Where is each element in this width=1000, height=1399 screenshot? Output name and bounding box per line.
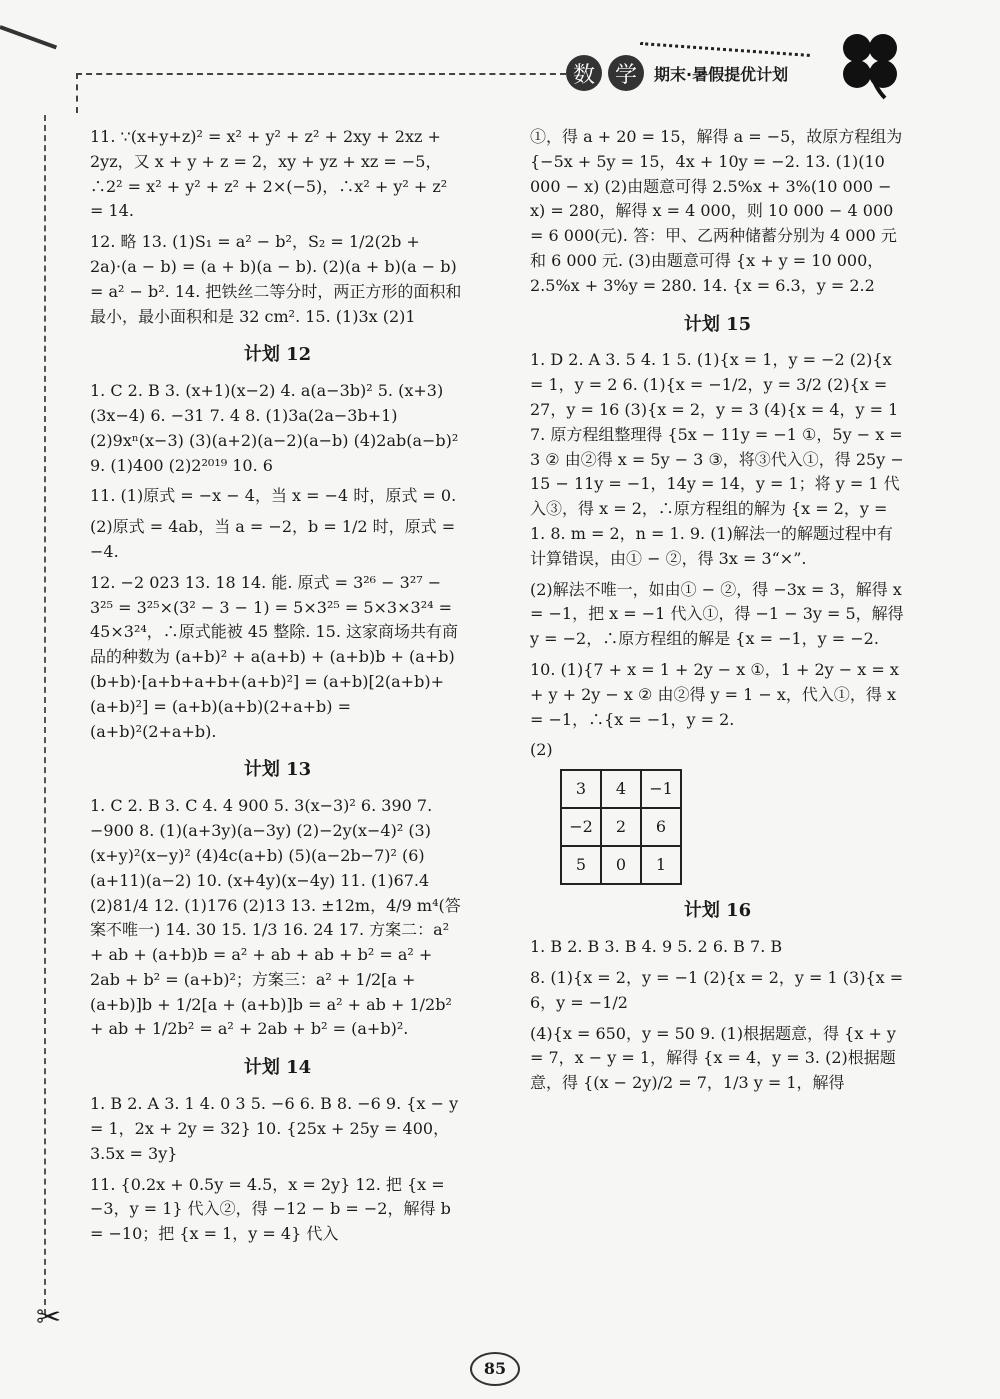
grid-cell: 2: [601, 808, 641, 846]
sub-label: (2): [530, 740, 553, 760]
section-heading: 计划 14: [243, 1057, 312, 1079]
left-column: [90, 125, 465, 1253]
answer-paragraph: 1. C 2. B 3. (x+1)(x−2) 4. a(a−3b)² 5. (x+3)(3x−4) 6. −31 7. 4 8. (1)3a(2a−3b+1) (2)9xⁿ(x−3) (3)(a+2)(a−2)(a−b) (4)2ab(a−b)² 9. (1)400 (2)2²⁰¹⁹ 10. 6: [90, 381, 459, 475]
answer-paragraph: 8. (1){x = 2，y = −1 (2){x = 2，y = 1 (3){x = 6，y = −1/2: [530, 967, 904, 1012]
number-grid: [560, 769, 682, 885]
grid-cell: 3: [561, 770, 601, 808]
section-heading: 计划 13: [243, 759, 312, 781]
page-number: 85: [470, 1352, 520, 1386]
subject-char-1: 数: [566, 55, 602, 91]
grid-cell: 4: [601, 770, 641, 808]
clover-icon: [835, 30, 905, 100]
answer-paragraph: ①，得 a + 20 = 15，解得 a = −5，故原方程组为 {−5x + 5y = 15，4x + 10y = −2. 13. (1)(10 000 − x) (2)由题意可得 2.5%x + 3%(10 000 − x) = 280，解得 x = 4 000，则 10 000 − 4 000 = 6 000(元). 答：甲、乙两种储蓄分别为 4 000 元和 6 000 元. (3)由题意可得 {x + y = 10 000，2.5%x + 3%y = 280. 14. {x = 6.3，y = 2.2: [530, 127, 903, 295]
grid-cell: 5: [561, 846, 601, 884]
section-heading: 计划 16: [683, 900, 752, 922]
header-dashed-line: [76, 73, 566, 75]
right-column: [530, 125, 905, 1102]
answer-paragraph: 12. 略 13. (1)S₁ = a² − b²，S₂ = 1/2(2b + 2a)·(a − b) = (a + b)(a − b). (2)(a + b)(a − b) = a² − b². 14. 把铁丝二等分时，两正方形的面积和最小，最小面积和是 32 cm². 15. (1)3x (2)1: [90, 232, 462, 326]
grid-cell: −1: [641, 770, 681, 808]
grid-row: [561, 770, 681, 808]
answer-paragraph: (2)解法不唯一，如由① − ②，得 −3x = 3，解得 x = −1，把 x = −1 代入①，得 −1 − 3y = 5，解得 y = −2，∴原方程组的解是 {x = −1，y = −2.: [530, 579, 904, 649]
answer-paragraph: 11. (1)原式 = −x − 4，当 x = −4 时，原式 = 0.: [90, 486, 457, 506]
grid-cell: 0: [601, 846, 641, 884]
grid-cell: 1: [641, 846, 681, 884]
header-logo: [566, 55, 788, 91]
answer-paragraph: (4){x = 650，y = 50 9. (1)根据题意，得 {x + y = 7，x − y = 1，解得 {x = 4，y = 3. (2)根据题意，得 {(x − 2y)/2 = 7，1/3 y = 1，解得: [530, 1023, 896, 1093]
answer-paragraph: 12. −2 023 13. 18 14. 能. 原式 = 3²⁶ − 3²⁷ − 3²⁵ = 3²⁵×(3² − 3 − 1) = 5×3²⁵ = 5×3×3²⁴ = 45×3²⁴，∴原式能被 45 整除. 15. 这家商场共有商品的种数为 (a+b)² + a(a+b) + (a+b)b + (a+b)(b+b)·[a+b+a+b+(a+b)²] = (a+b)[2(a+b)+(a+b)²] = (a+b)(a+b)(2+a+b) = (a+b)²(2+a+b).: [90, 572, 459, 741]
answer-paragraph: 10. (1){7 + x = 1 + 2y − x ①，1 + 2y − x = x + y + 2y − x ② 由②得 y = 1 − x，代入①，得 x = −1，∴{x = −1，y = 2.: [530, 660, 899, 729]
header-title: 期末·暑假提优计划: [654, 64, 789, 84]
answer-paragraph: 11. ∵(x+y+z)² = x² + y² + z² + 2xy + 2xz + 2yz，又 x + y + z = 2，xy + yz + xz = −5，∴2² = x² + y² + z² + 2×(−5)，∴x² + y² + z² = 14.: [90, 127, 448, 221]
cut-line: [44, 115, 46, 1315]
answer-paragraph: 1. B 2. A 3. 1 4. 0 3 5. −6 6. B 8. −6 9. {x − y = 1，2x + 2y = 32} 10. {25x + 25y = 400，3.5x = 3y}: [90, 1094, 459, 1163]
grid-cell: −2: [561, 808, 601, 846]
corner-mark: [0, 25, 57, 49]
scissors-icon: ✂: [36, 1300, 62, 1335]
answer-paragraph: (2)原式 = 4ab，当 a = −2，b = 1/2 时，原式 = −4.: [90, 517, 456, 562]
answer-paragraph: 1. B 2. B 3. B 4. 9 5. 2 6. B 7. B: [530, 937, 783, 957]
grid-row: [561, 846, 681, 884]
grid-row: [561, 808, 681, 846]
grid-cell: 6: [641, 808, 681, 846]
section-heading: 计划 12: [243, 344, 312, 366]
header-dashed-corner: [76, 73, 78, 113]
answer-paragraph: 11. {0.2x + 0.5y = 4.5，x = 2y} 12. 把 {x = −3，y = 1} 代入②，得 −12 − b = −2，解得 b = −10；把 {x = 1，y = 4} 代入: [90, 1174, 451, 1244]
answer-paragraph: 1. C 2. B 3. C 4. 4 900 5. 3(x−3)² 6. 390 7. −900 8. (1)(a+3y)(a−3y) (2)−2y(x−4)² (3)(x+y)²(x−y)² (4)4c(a+b) (5)(a−2b−7)² (6)(a+11)(a−2) 10. (x+4y)(x−4y) 11. (1)67.4 (2)81/4 12. (1)176 (2)13 13. ±12m，4/9 m⁴(答案不唯一) 14. 30 15. 1/3 16. 24 17. 方案二：a² + ab + (a+b)b = a² + ab + ab + b² = a² + 2ab + b² = (a+b)²；方案三：a² + 1/2[a + (a+b)]b + 1/2[a + (a+b)]b = a² + ab + 1/2b² + ab + 1/2b² = a² + 2ab + b² = (a+b)².: [90, 796, 461, 1039]
subject-char-2: 学: [608, 55, 644, 91]
section-heading: 计划 15: [683, 313, 752, 335]
answer-paragraph: 1. D 2. A 3. 5 4. 1 5. (1){x = 1，y = −2 (2){x = 1，y = 2 6. (1){x = −1/2，y = 3/2 (2){x = 27，y = 16 (3){x = 2，y = 3 (4){x = 4，y = 1 7. 原方程组整理得 {5x − 11y = −1 ①，5y − x = 3 ② 由②得 x = 5y − 3 ③，将③代入①，得 25y − 15 − 11y = −1，14y = 14，y = 1；将 y = 1 代入③，得 x = 2，∴原方程组的解为 {x = 2，y = 1. 8. m = 2，n = 1. 9. (1)解法一的解题过程中有计算错误，由① − ②，得 3x = 3“×”.: [530, 350, 904, 568]
